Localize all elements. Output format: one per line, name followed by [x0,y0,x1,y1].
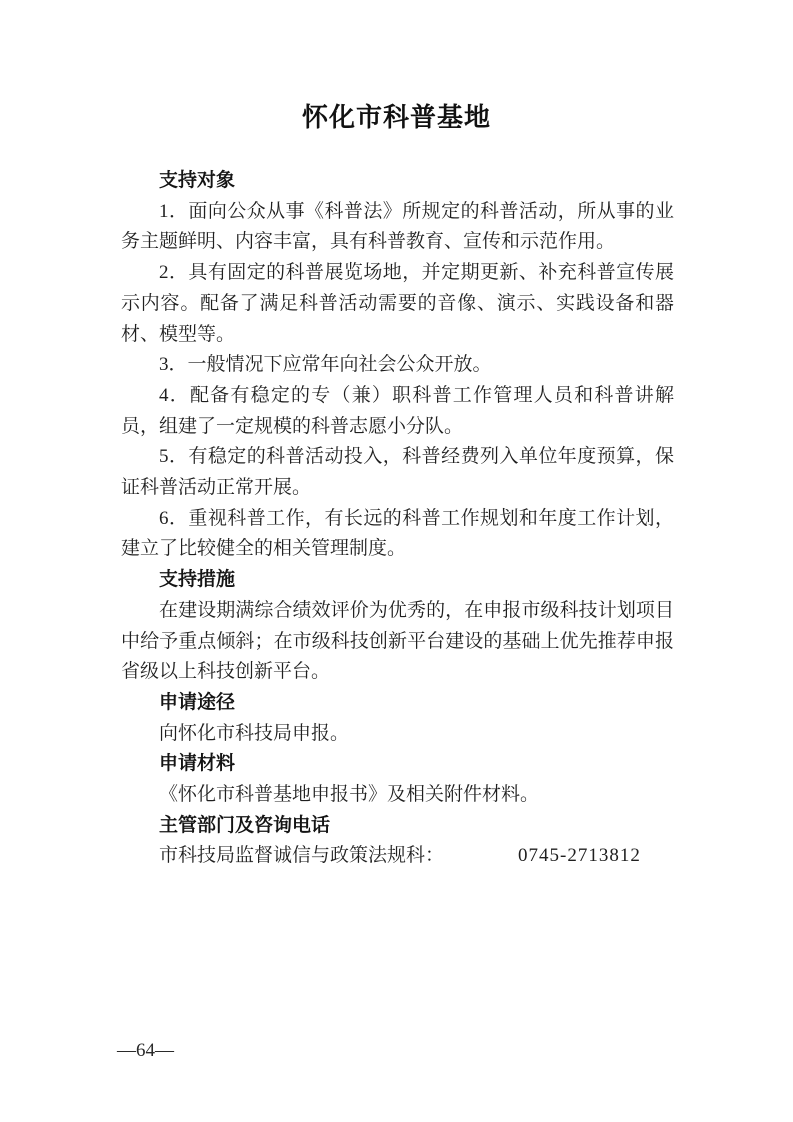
document-body [121,166,674,872]
support-target-item-2: 2．具有固定的科普展览场地，并定期更新、补充科普宣传展示内容。配备了满足科普活动需要的音像、演示、实践设备和器材、模型等。 [121,262,674,345]
section-heading-support-measures: 支持措施 [159,569,236,591]
contact-department: 市科技局监督诚信与政策法规科： [159,845,445,867]
section-heading-application-route: 申请途径 [159,691,236,713]
support-target-item-5: 5．有稳定的科普活动投入，科普经费列入单位年度预算，保证科普活动正常开展。 [121,446,674,499]
support-target-item-3: 3．一般情况下应常年向社会公众开放。 [159,354,492,376]
application-route-paragraph: 向怀化市科技局申报。 [159,722,350,744]
application-materials-paragraph: 《怀化市科普基地申报书》及相关附件材料。 [159,784,540,806]
page-number: —64— [117,1040,174,1061]
contact-phone: 0745-2713812 [518,845,641,867]
support-target-item-1: 1．面向公众从事《科普法》所规定的科普活动，所从事的业务主题鲜明、内容丰富，具有科普教育、宣传和示范作用。 [121,200,674,253]
section-heading-department-contact: 主管部门及咨询电话 [159,814,331,836]
section-heading-support-targets: 支持对象 [159,170,236,191]
support-target-item-6: 6．重视科普工作，有长远的科普工作规划和年度工作计划，建立了比较健全的相关管理制度。 [121,507,674,560]
support-measures-paragraph: 在建设期满综合绩效评价为优秀的，在申报市级科技计划项目中给予重点倾斜；在市级科技创新平台建设的基础上优先推荐申报省级以上科技创新平台。 [121,599,674,683]
contact-line [121,841,674,872]
support-target-item-4: 4．配备有稳定的专（兼）职科普工作管理人员和科普讲解员，组建了一定规模的科普志愿小分队。 [121,384,674,437]
section-heading-application-materials: 申请材料 [159,753,236,775]
document-title: 怀化市科普基地 [301,103,491,132]
